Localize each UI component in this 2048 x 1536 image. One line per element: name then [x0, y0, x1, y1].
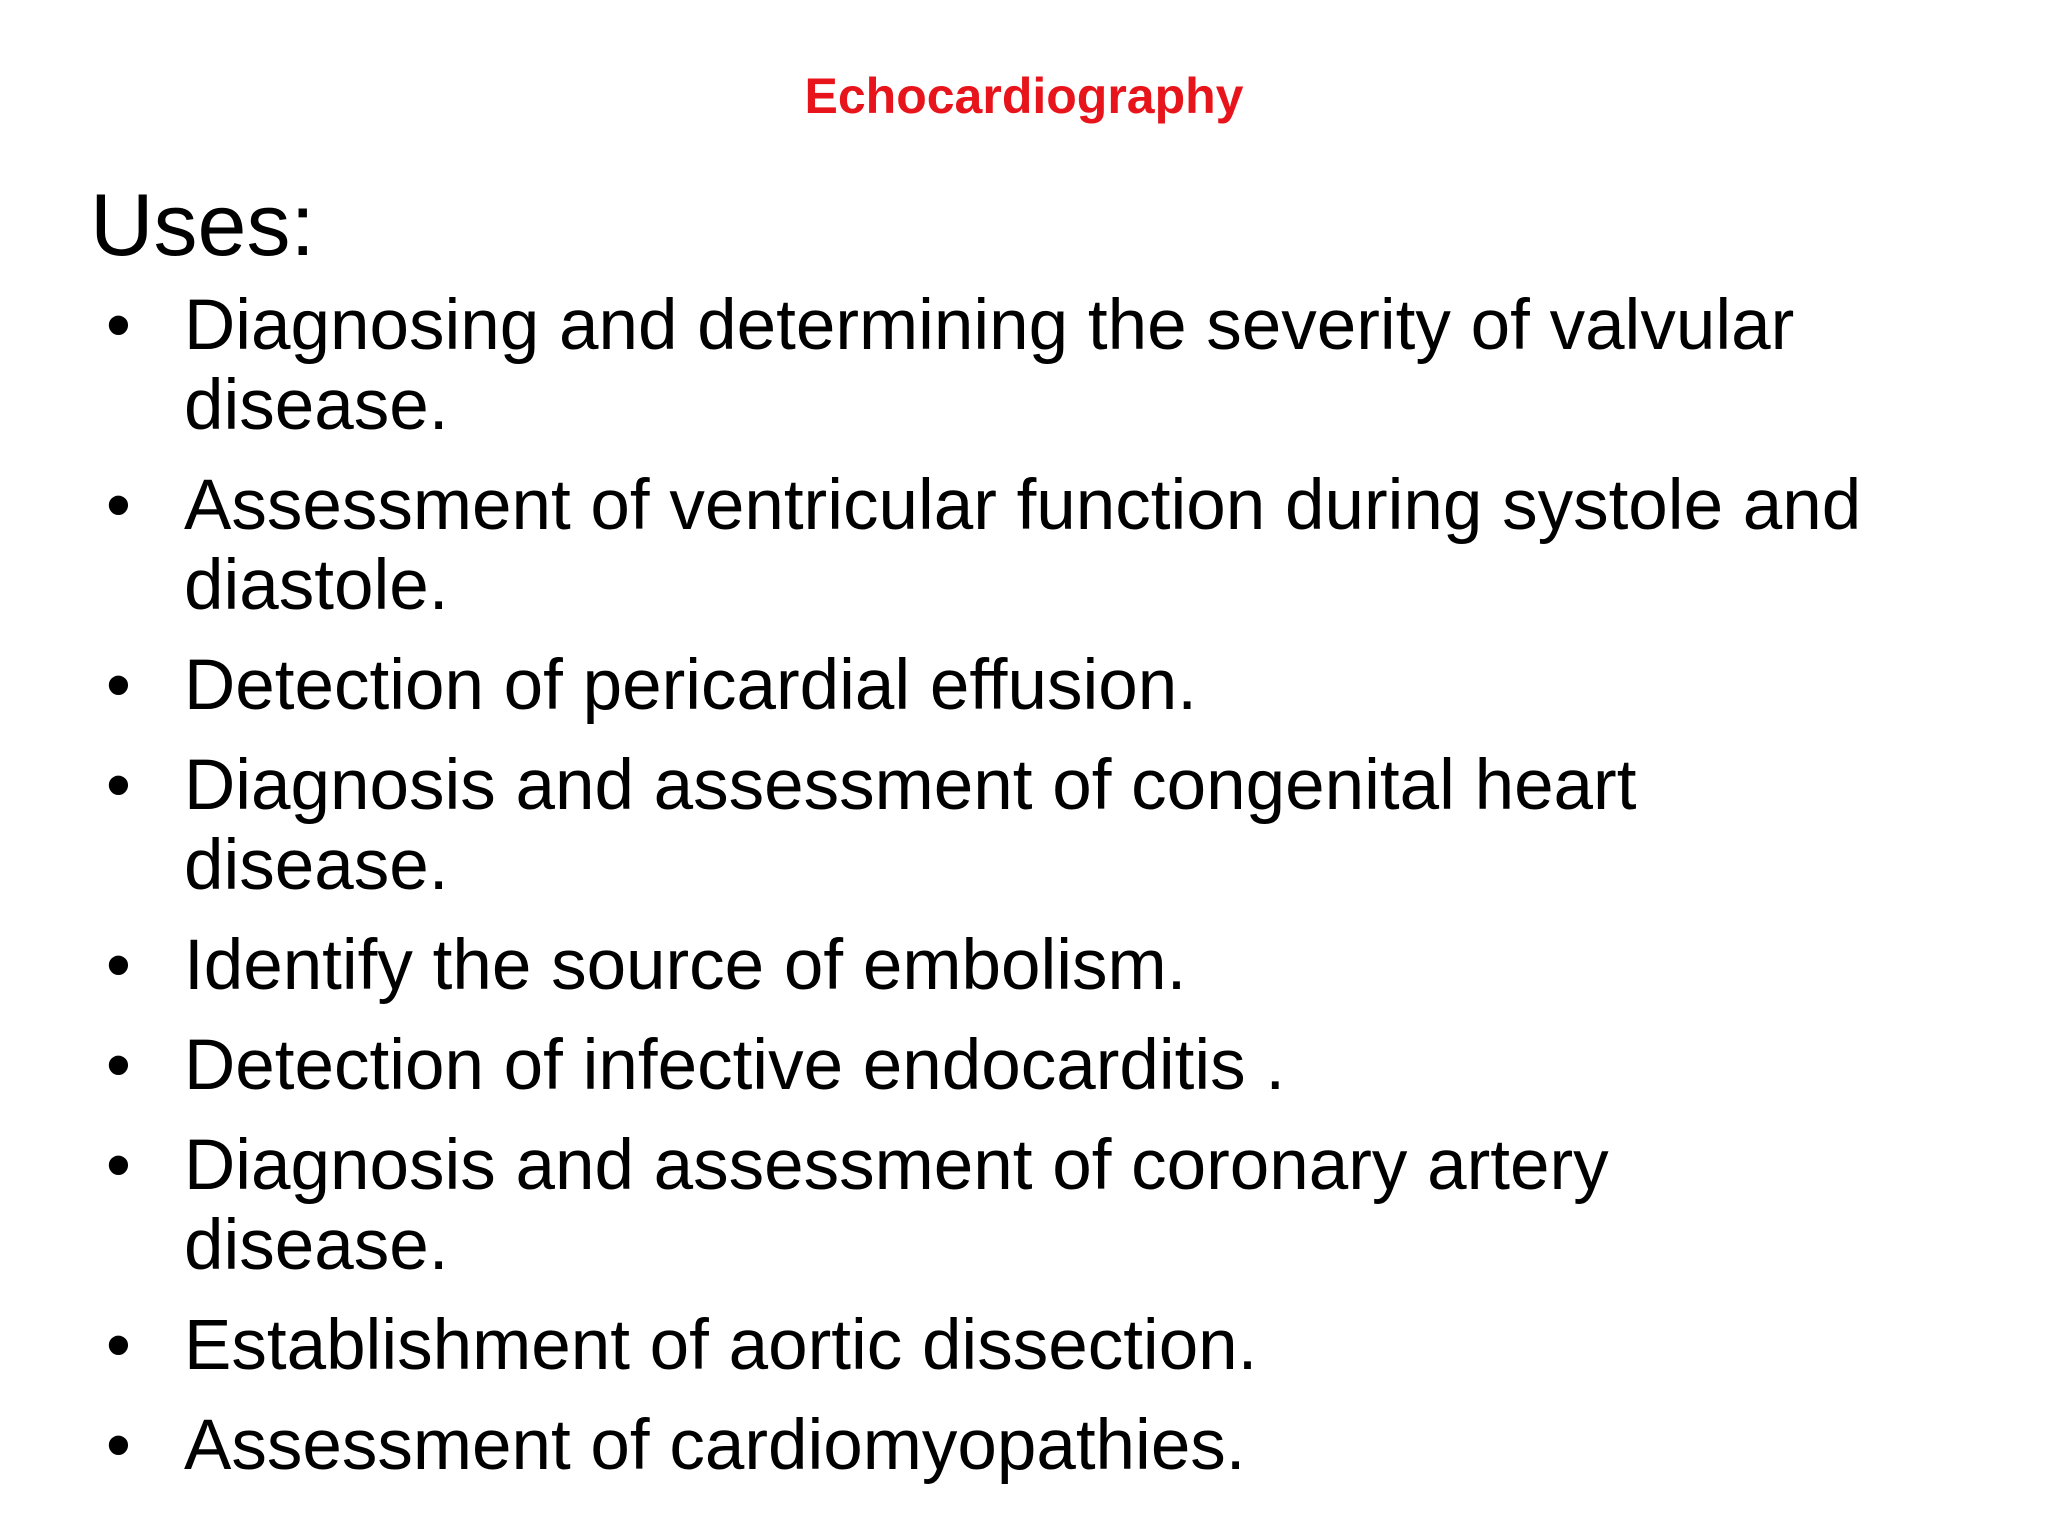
slide-title: Echocardiography: [804, 68, 1244, 124]
list-item: [0, 286, 1884, 446]
bullet-icon: •: [106, 466, 131, 545]
bullet-icon: •: [106, 1026, 131, 1105]
list-item: [0, 466, 1884, 626]
list-item-text: Identify the source of embolism.: [184, 926, 1187, 1005]
list-item: [0, 1126, 1884, 1286]
list-item-text: Diagnosing and determining the severity of valvular disease.: [184, 286, 1795, 445]
list-item-text: Assessment of cardiomyopathies.: [184, 1406, 1246, 1485]
list-item-text: Diagnosis and assessment of congenital heart disease.: [184, 746, 1637, 905]
list-item-text: Establishment of aortic dissection.: [184, 1306, 1258, 1385]
bullet-icon: •: [106, 1126, 131, 1205]
bullet-icon: •: [106, 1406, 131, 1485]
bullet-icon: •: [106, 926, 131, 1005]
uses-list: [0, 286, 2000, 1506]
bullet-icon: •: [106, 646, 131, 725]
list-item-text: Detection of infective endocarditis .: [184, 1026, 1286, 1105]
bullet-icon: •: [106, 286, 131, 365]
list-item: [0, 746, 1884, 906]
uses-heading: Uses:: [90, 175, 315, 274]
bullet-icon: •: [106, 746, 131, 825]
list-item: [0, 926, 1884, 1006]
list-item: [0, 1026, 1884, 1106]
list-item: [0, 1406, 1884, 1486]
list-item: [0, 1306, 1884, 1386]
bullet-icon: •: [106, 1306, 131, 1385]
list-item-text: Assessment of ventricular function during systole and diastole.: [184, 466, 1862, 625]
list-item: [0, 646, 1884, 726]
list-item-text: Diagnosis and assessment of coronary artery disease.: [184, 1126, 1609, 1285]
list-item-text: Detection of pericardial effusion.: [184, 646, 1197, 725]
